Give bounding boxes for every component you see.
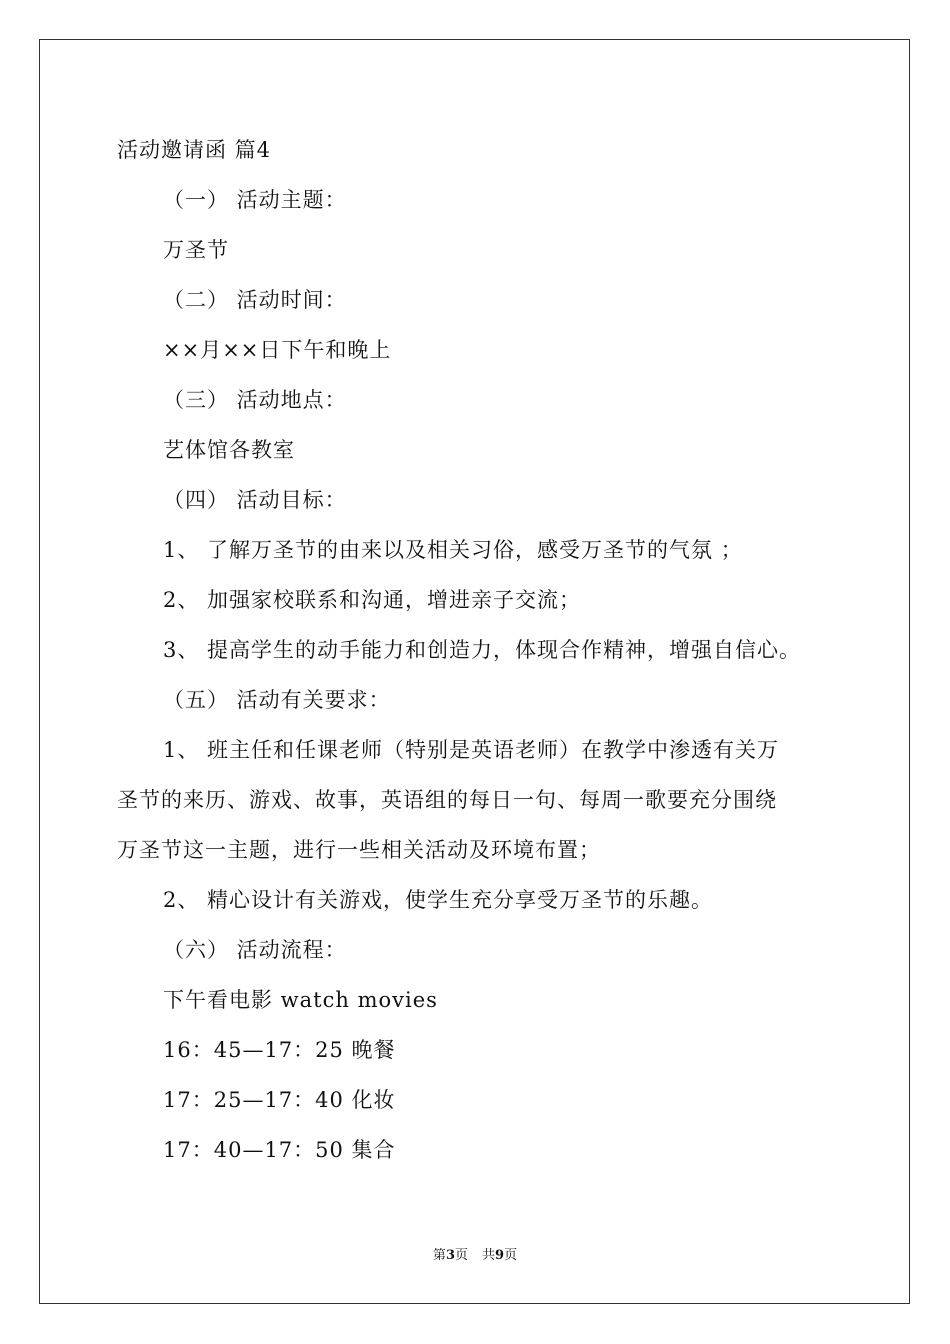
footer-total-suffix: 页	[504, 1248, 518, 1263]
section-heading-location: （三） 活动地点：	[163, 388, 347, 412]
requirement-item-2: 2、 精心设计有关游戏，使学生充分享受万圣节的乐趣。	[163, 888, 714, 912]
goal-item-1: 1、 了解万圣节的由来以及相关习俗，感受万圣节的气氛 ；	[163, 538, 743, 562]
section-heading-theme: （一） 活动主题：	[163, 188, 347, 212]
time-value: ××月××日下午和晚上	[163, 338, 392, 362]
requirement-item-1-line-3: 万圣节这一主题，进行一些相关活动及环境布置；	[117, 838, 601, 862]
footer-page-current: 3	[445, 1248, 455, 1263]
section-heading-goals: （四） 活动目标：	[163, 488, 347, 512]
footer-page-prefix: 第	[432, 1248, 446, 1263]
requirement-item-1-line-1: 1、 班主任和任课老师（特别是英语老师）在教学中渗透有关万	[163, 738, 780, 762]
page-footer	[0, 1248, 950, 1264]
requirement-item-1-line-2: 圣节的来历、游戏、故事，英语组的每日一句、每周一歌要充分围绕	[117, 788, 777, 812]
footer-page-suffix: 页	[454, 1248, 468, 1263]
section-heading-requirements: （五） 活动有关要求：	[163, 688, 391, 712]
schedule-item-4: 17：40—17：50 集合	[163, 1138, 396, 1162]
document-title: 活动邀请函 篇4	[117, 138, 272, 162]
theme-value: 万圣节	[163, 238, 229, 262]
section-heading-schedule: （六） 活动流程：	[163, 938, 347, 962]
footer-total-prefix: 共	[482, 1248, 496, 1263]
schedule-item-3: 17：25—17：40 化妆	[163, 1088, 396, 1112]
schedule-item-1: 下午看电影 watch movies	[163, 988, 438, 1012]
goal-item-2: 2、 加强家校联系和沟通，增进亲子交流；	[163, 588, 582, 612]
section-heading-time: （二） 活动时间：	[163, 288, 347, 312]
goal-item-3: 3、 提高学生的动手能力和创造力，体现合作精神，增强自信心。	[163, 638, 802, 662]
location-value: 艺体馆各教室	[163, 438, 295, 462]
schedule-item-2: 16：45—17：25 晚餐	[163, 1038, 396, 1062]
footer-page-total: 9	[495, 1248, 505, 1263]
